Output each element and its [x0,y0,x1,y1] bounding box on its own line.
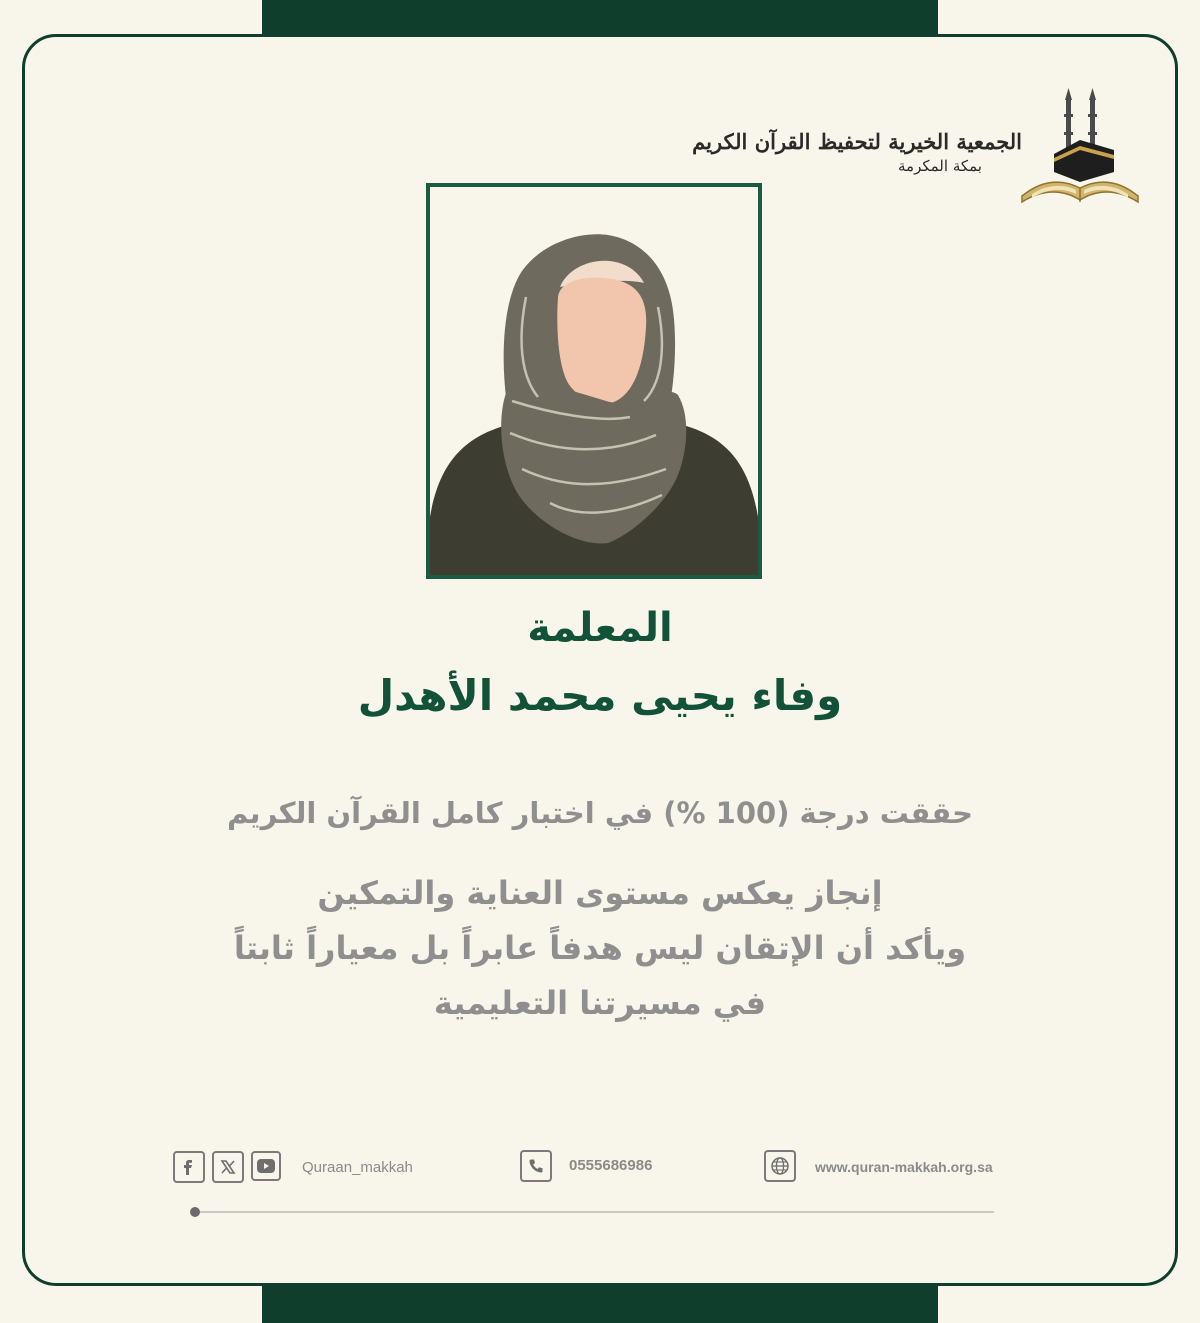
footer-divider [196,1211,994,1213]
phone-number[interactable]: 0555686986 [569,1157,653,1174]
organization-logo [692,84,1142,210]
veiled-woman-avatar-icon [430,187,758,575]
globe-icon [764,1150,796,1182]
achievement-body [150,866,1050,1031]
logo-text-block [692,128,1022,176]
body-line-3: في مسيرتنا التعليمية [433,984,767,1022]
youtube-icon[interactable] [251,1151,281,1181]
facebook-icon[interactable] [173,1151,205,1183]
bottom-accent-bar [262,1284,938,1323]
top-accent-bar [262,0,938,38]
body-line-2: ويأكد أن الإتقان ليس هدفاً عابراً بل معياراً ثابتاً [233,929,967,967]
teacher-title: المعلمة [527,605,673,651]
social-handle[interactable]: Quraan_makkah [302,1159,413,1176]
portrait-frame [426,183,762,579]
kaaba-book-emblem-icon [1018,84,1142,210]
teacher-name: وفاء يحيى محمد الأهدل [357,671,843,720]
footer-divider-dot [190,1207,200,1217]
logo-org-name: الجمعية الخيرية لتحفيظ القرآن الكريم [692,129,1022,154]
logo-city-name: بمكة المكرمة [898,157,982,175]
body-line-1: إنجاز يعكس مستوى العناية والتمكين [317,874,883,912]
website-link[interactable]: www.quran-makkah.org.sa [815,1159,993,1175]
achievement-headline: حققت درجة (100 %) في اختبار كامل القرآن الكريم [226,796,974,830]
phone-icon [520,1150,552,1182]
x-icon[interactable] [212,1151,244,1183]
